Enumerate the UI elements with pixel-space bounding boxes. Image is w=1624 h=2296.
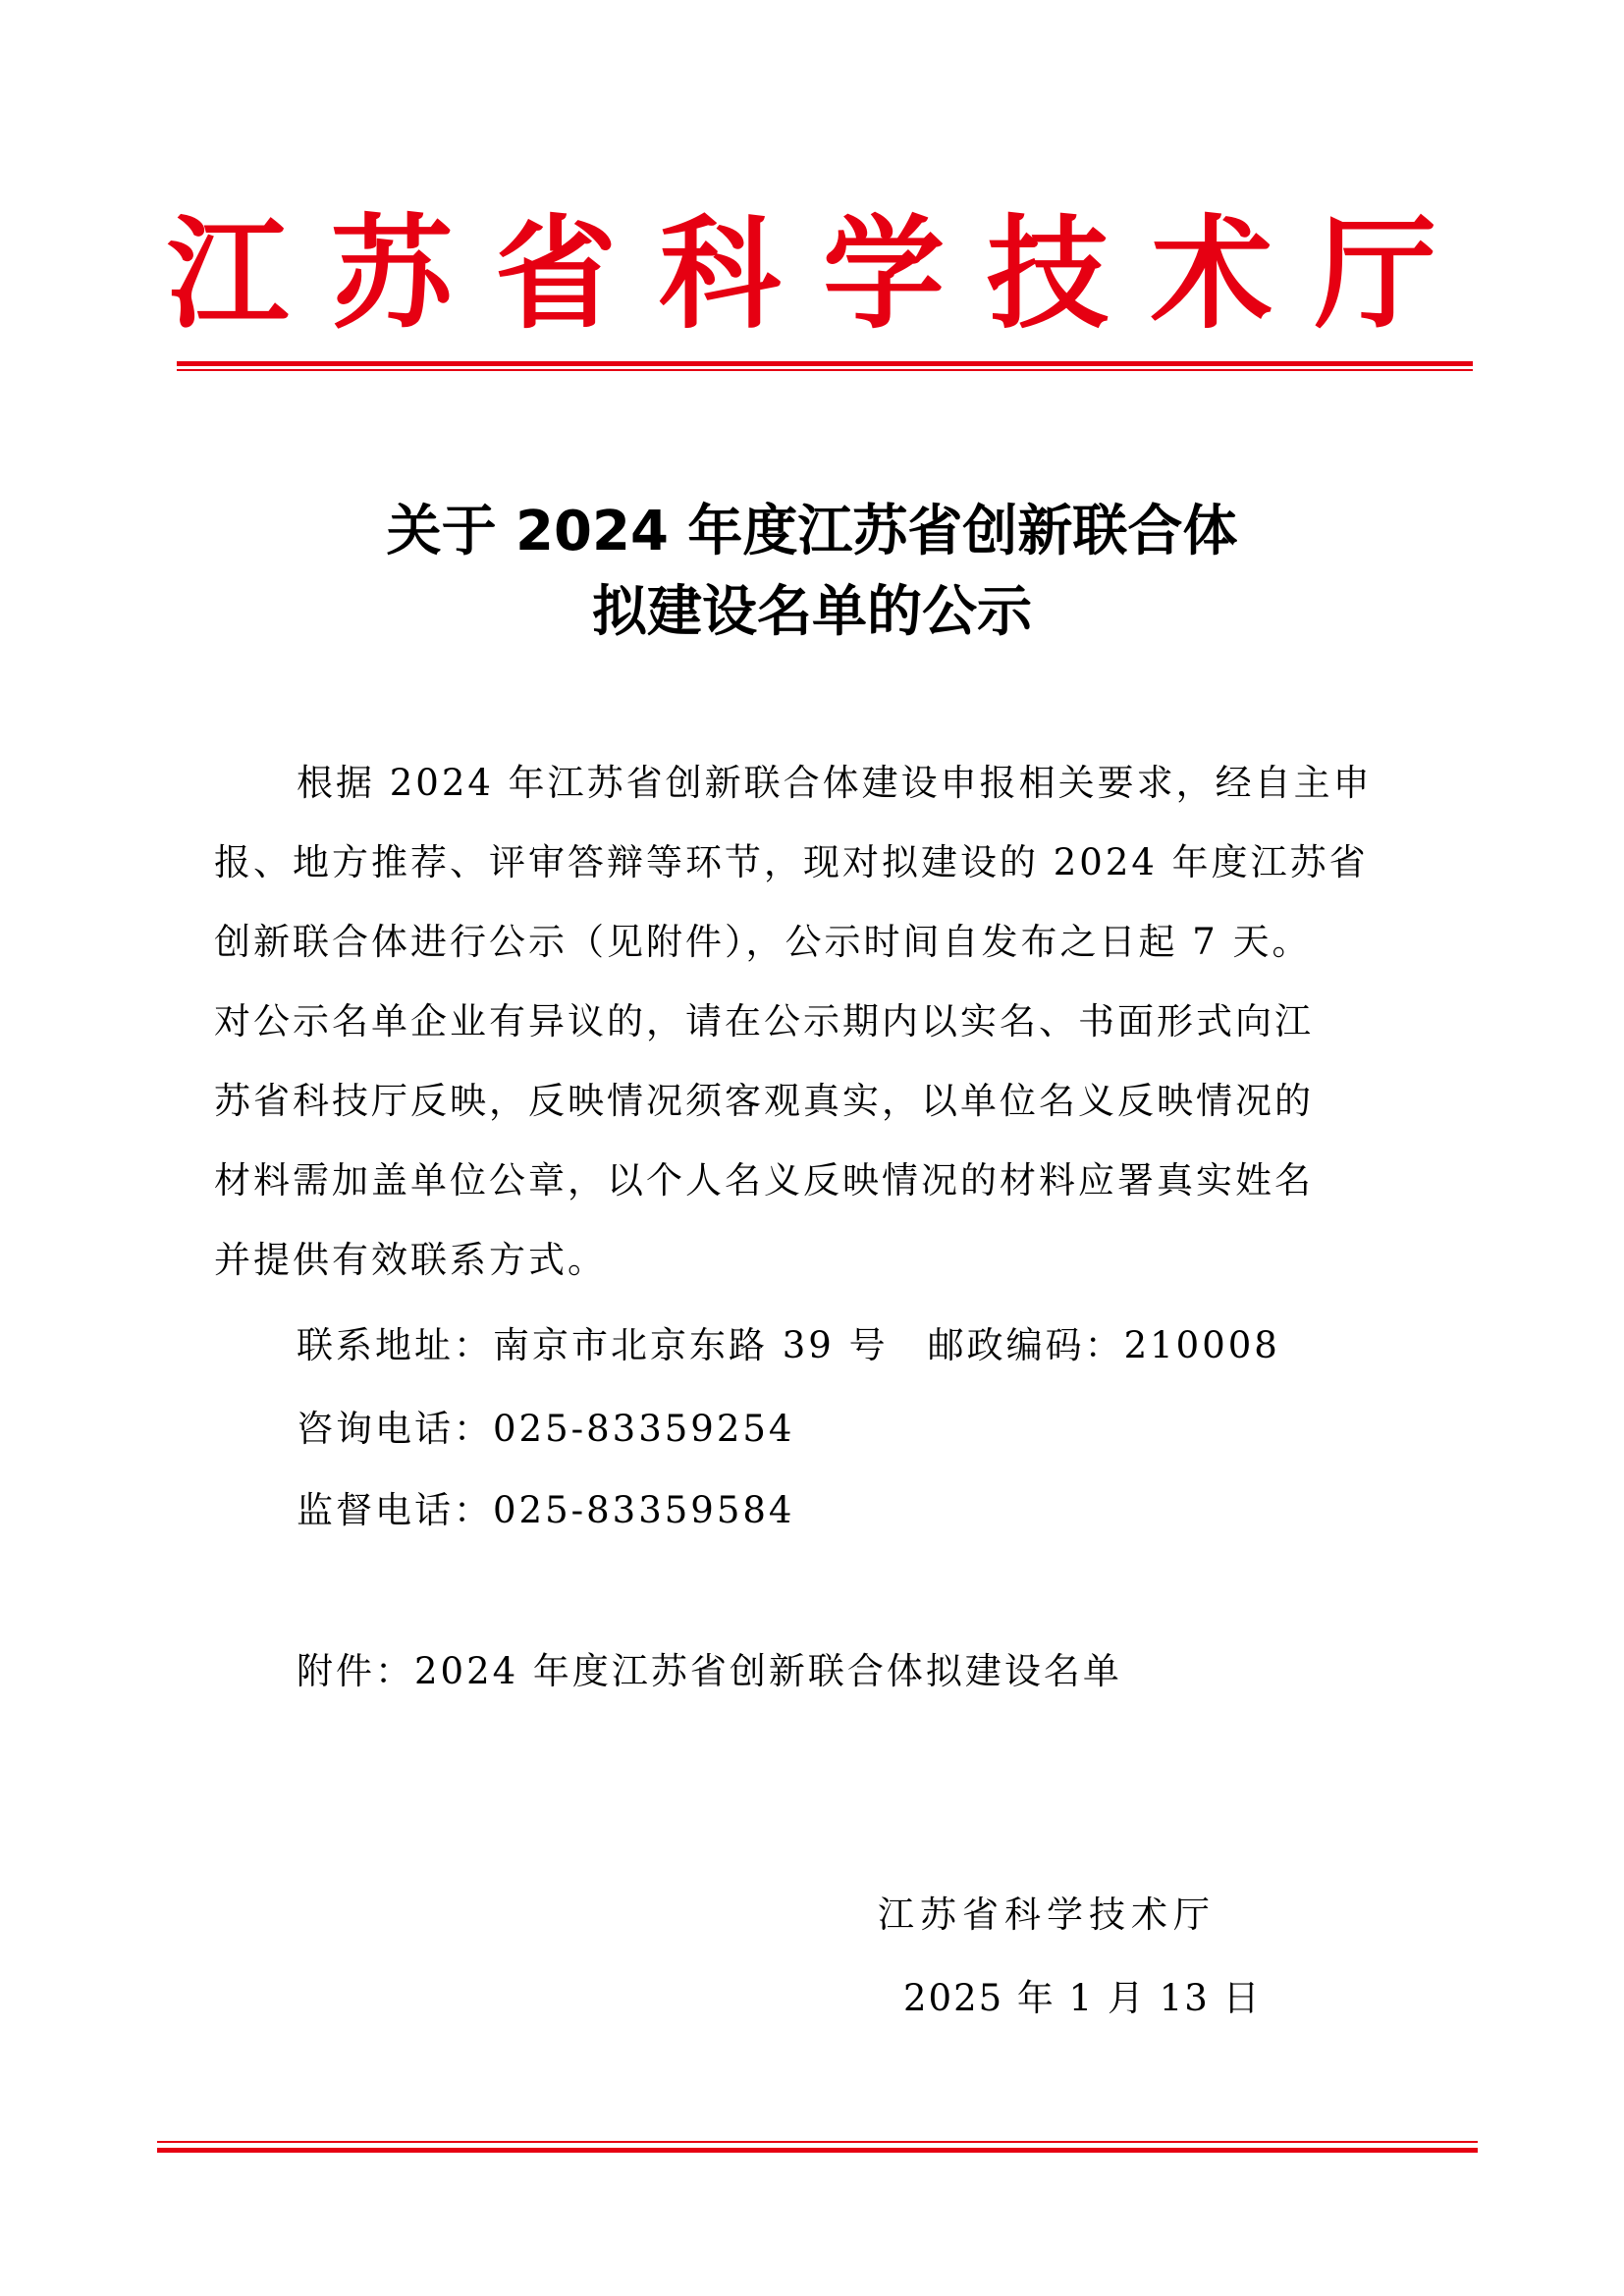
signature-date: 2025 年 1 月 13 日 <box>903 1977 1262 2019</box>
footer-rule-thick <box>157 2148 1478 2153</box>
contact-address: 联系地址：南京市北京东路 39 号 邮政编码：210008 <box>297 1324 1280 1366</box>
body-line: 对公示名单企业有异议的，请在公示期内以实名、书面形式向江 <box>214 1000 1314 1042</box>
signature-org: 江苏省科学技术厅 <box>878 1894 1216 1936</box>
body-line: 创新联合体进行公示（见附件），公示时间自发布之日起 7 天。 <box>214 921 1312 963</box>
body-line: 并提供有效联系方式。 <box>214 1239 607 1281</box>
supervise-phone: 监督电话：025-83359584 <box>297 1489 795 1531</box>
body-line: 材料需加盖单位公章，以个人名义反映情况的材料应署真实姓名 <box>214 1159 1314 1201</box>
body-line: 苏省科技厅反映，反映情况须客观真实，以单位名义反映情况的 <box>214 1080 1314 1122</box>
header-rule-thick <box>177 361 1473 366</box>
footer-rule-thin <box>157 2141 1478 2143</box>
document-title-line-2: 拟建设名单的公示 <box>592 580 1032 644</box>
header-rule-thin <box>177 369 1473 371</box>
body-line: 报、地方推荐、评审答辩等环节，现对拟建设的 2024 年度江苏省 <box>214 841 1369 883</box>
issuer-header: 江苏省科学技术厅 <box>167 204 1480 346</box>
document-title-line-1: 关于 2024 年度江苏省创新联合体 <box>386 500 1238 563</box>
body-line: 根据 2024 年江苏省创新联合体建设申报相关要求，经自主申 <box>297 762 1373 804</box>
consult-phone: 咨询电话：025-83359254 <box>297 1408 795 1450</box>
attachment-note: 附件：2024 年度江苏省创新联合体拟建设名单 <box>297 1650 1122 1692</box>
